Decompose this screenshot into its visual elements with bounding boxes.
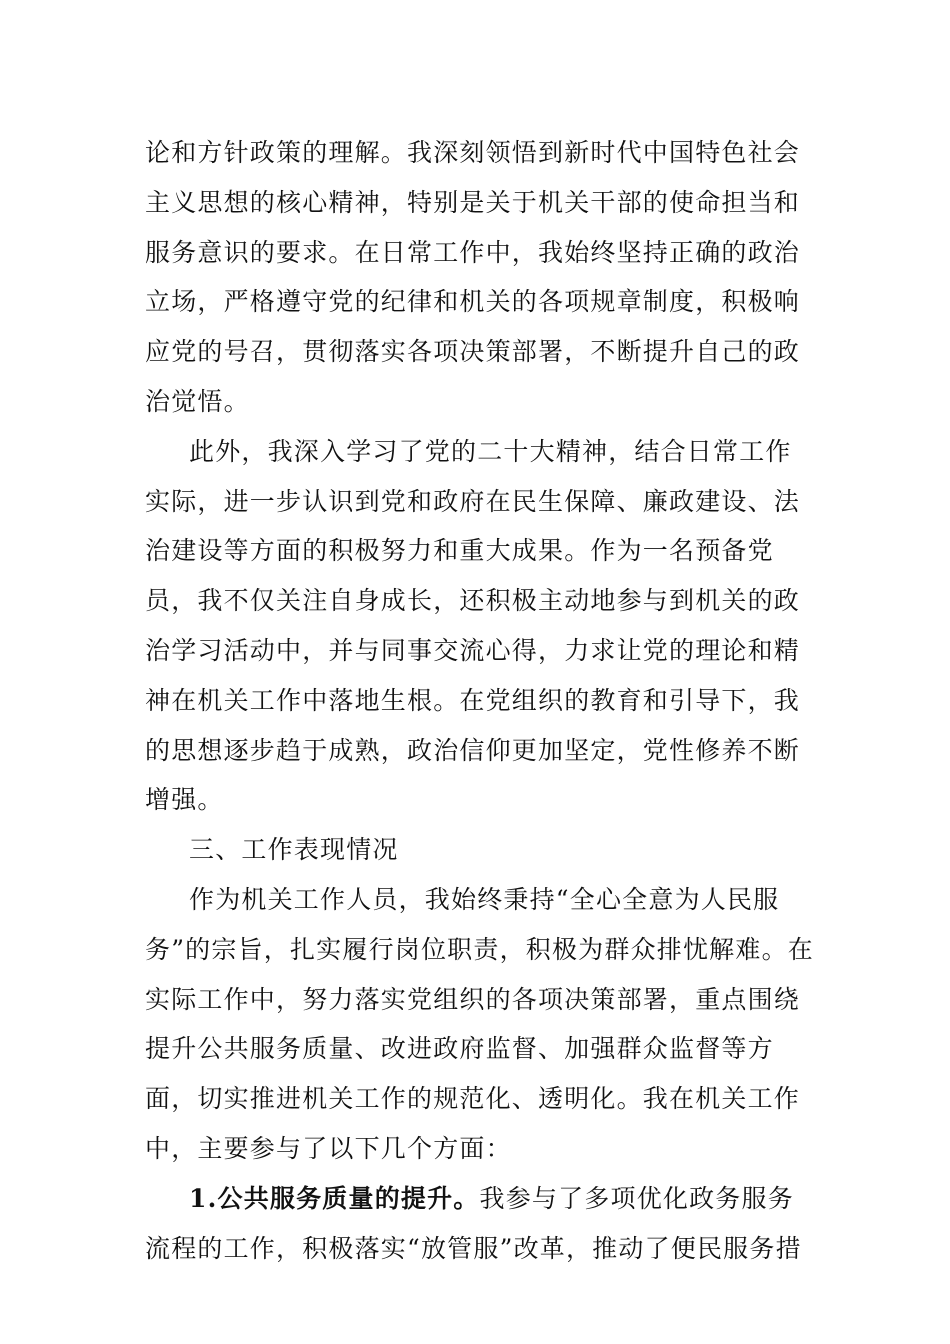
paragraph-work-performance: 作为机关工作人员，我始终秉持“全心全意为人民服务”的宗旨，扎实履行岗位职责，积极为群众排忧解难。在实际工作中，努力落实党组织的各项决策部署，重点围绕提升公共服务质量、改进政府监督、加强群众监督等方面，切实推进机关工作的规范化、透明化。我在机关工作中，主要参与了以下几个方面： (145, 884, 814, 1163)
paragraph-political-understanding: 论和方针政策的理解。我深刻领悟到新时代中国特色社会主义思想的核心精神，特别是关于机关干部的使命担当和服务意识的要求。在日常工作中，我始终坚持正确的政治立场，严格遵守党的纪律和机关的各项规章制度，积极响应党的号召，贯彻落实各项决策部署，不断提升自己的政治觉悟。 (145, 138, 801, 416)
paragraph-study-twentieth-congress: 此外，我深入学习了党的二十大精神，结合日常工作实际，进一步认识到党和政府在民生保障、廉政建设、法治建设等方面的积极努力和重大成果。作为一名预备党员，我不仅关注自身成长，还积极主动地参与到机关的政治学习活动中，并与同事交流心得，力求让党的理论和精神在机关工作中落地生根。在党组织的教育和引导下，我的思想逐步趋于成熟，政治信仰更加坚定，党性修养不断增强。 (145, 436, 801, 815)
list-item-text: 我参与了多项优化政务服务流程的工作，积极落实“放管服”改革，推动了便民服务措 (145, 1183, 802, 1263)
list-item-title: 1.公共服务质量的提升。 (189, 1183, 480, 1213)
section-heading-work-performance: 三、工作表现情况 (189, 835, 399, 865)
document-body (145, 128, 815, 1273)
list-item-public-service (145, 1174, 815, 1274)
